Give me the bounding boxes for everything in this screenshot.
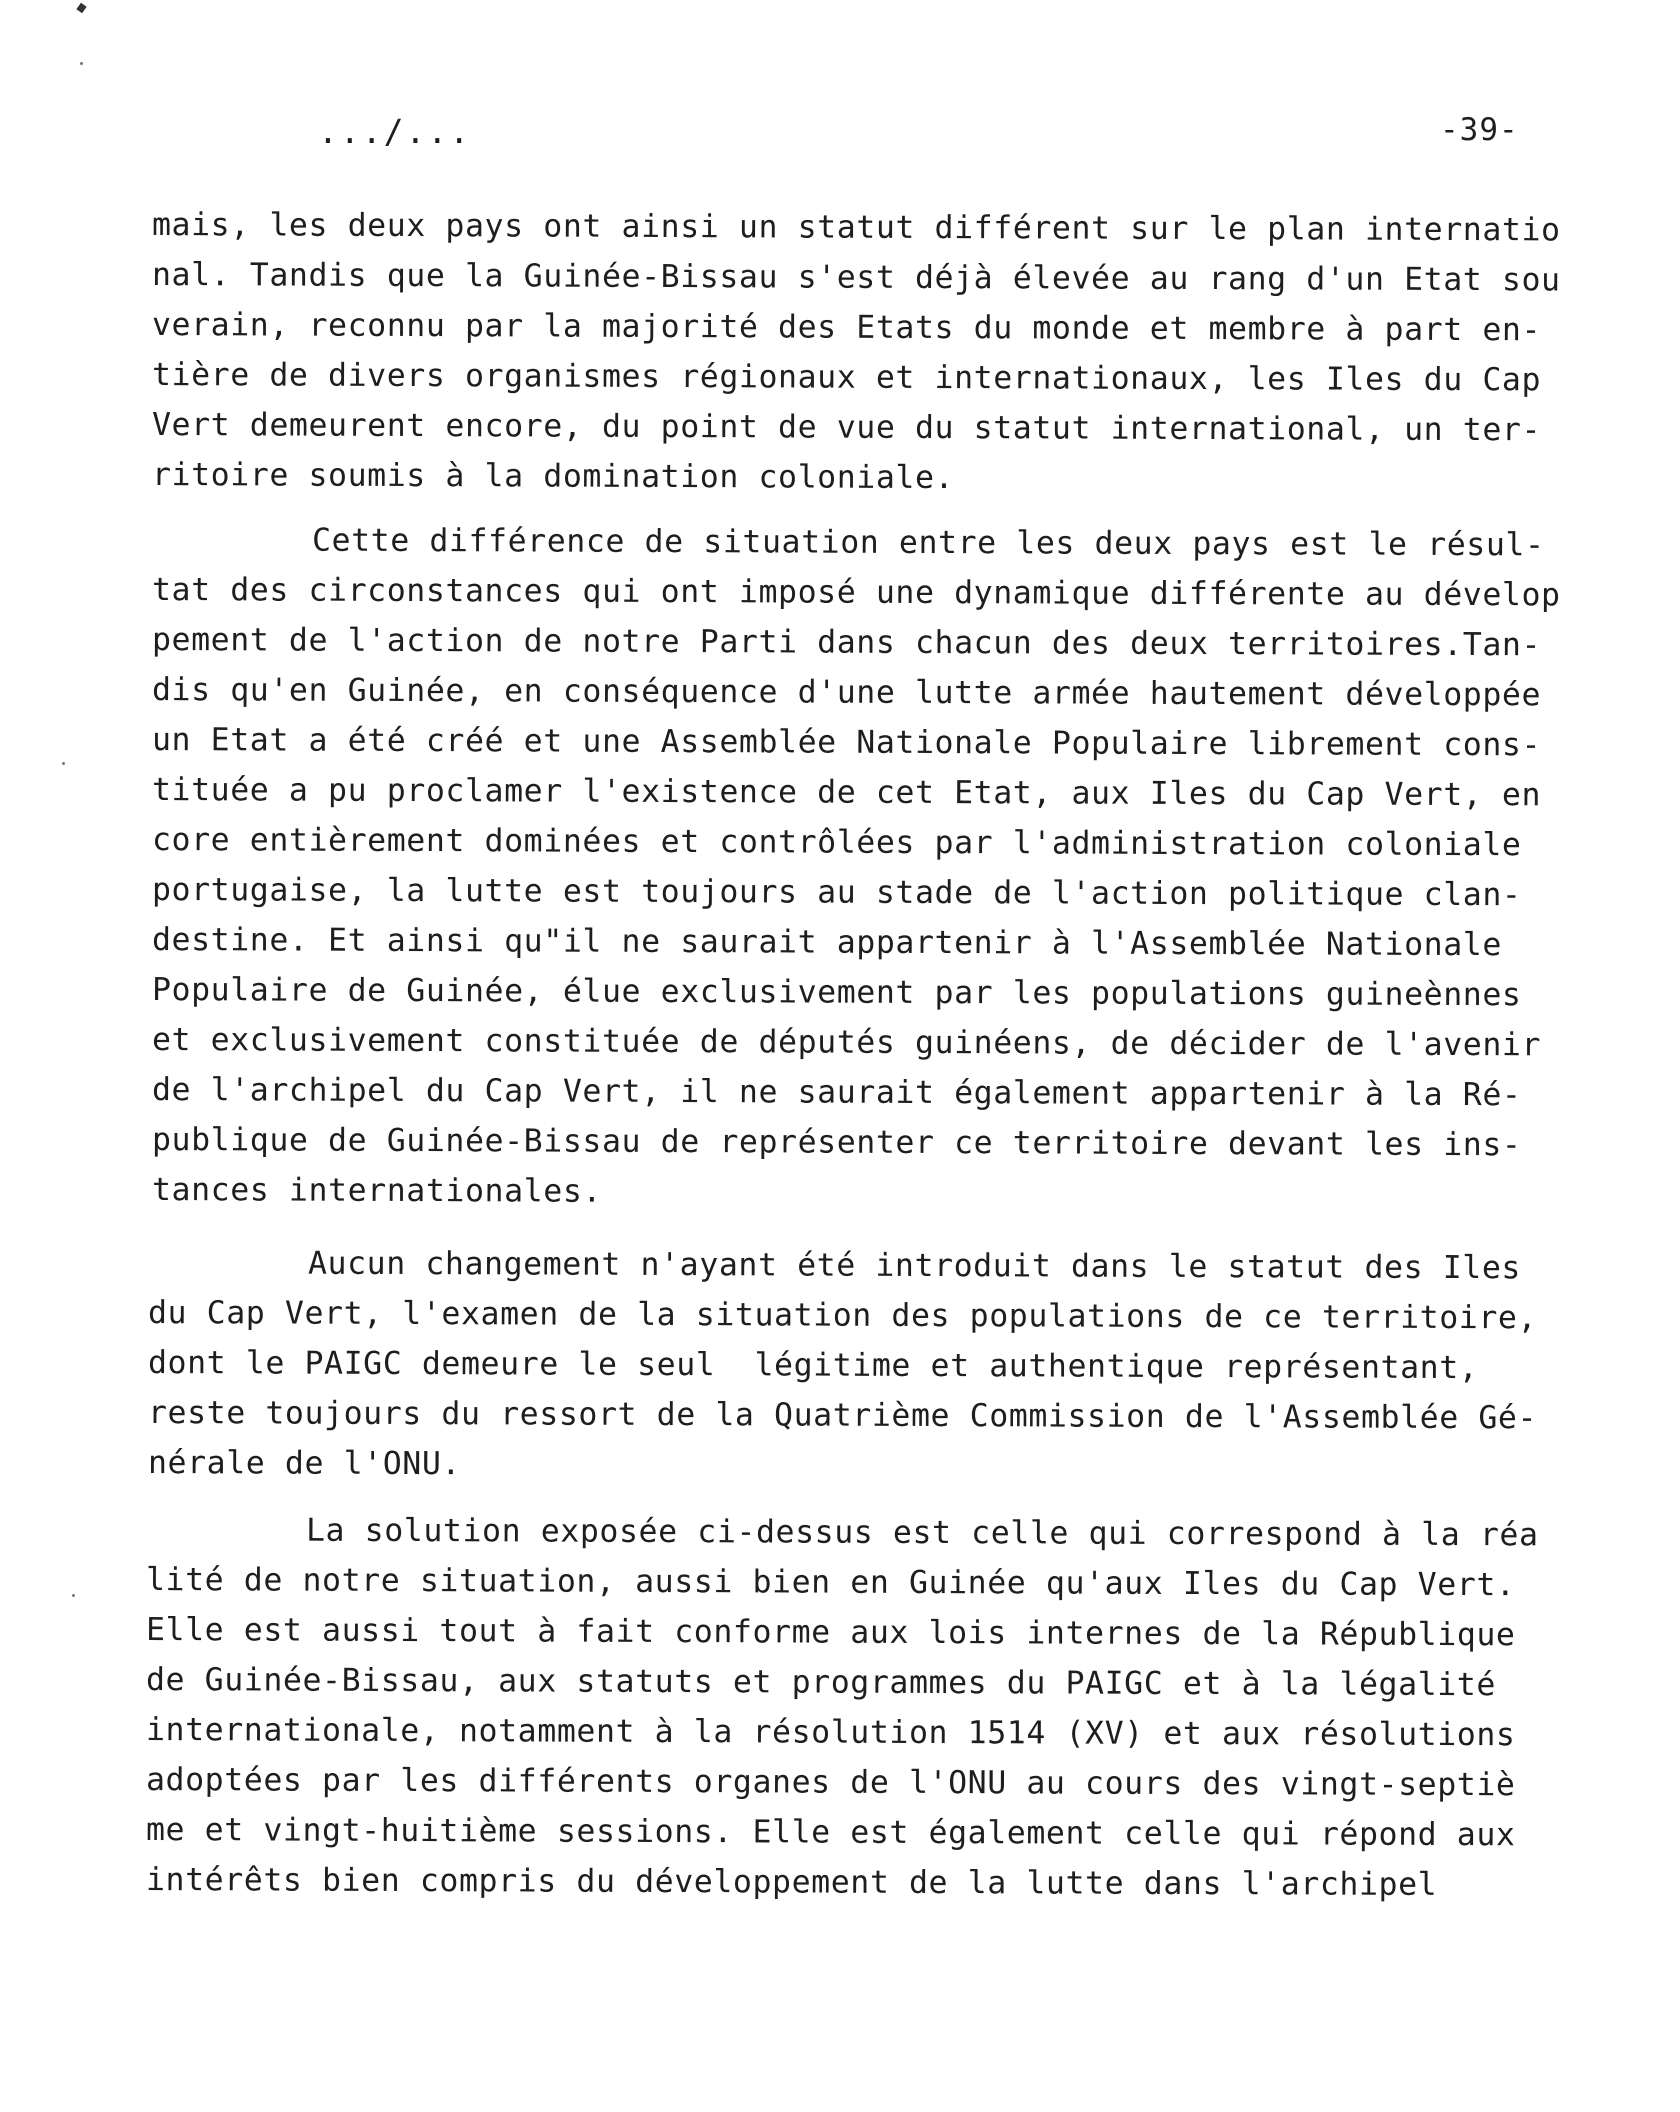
text-line: adoptées par les différents organes de l'ONU au cours des vingt-septiè [145, 1762, 1516, 1804]
text-line: tat des circonstances qui ont imposé une dynamique différente au dévelop [151, 572, 1561, 614]
text-line: verain, reconnu par la majorité des Etats du monde et membre à part en- [151, 307, 1542, 349]
text-line: dis qu'en Guinée, en conséquence d'une lutte armée hautement développée [151, 672, 1542, 714]
text-line: Aucun changement n'ayant été introduit dans le statut des Iles [307, 1245, 1522, 1287]
text-line: ritoire soumis à la domination coloniale. [151, 457, 955, 497]
scan-speck [62, 762, 65, 765]
paragraph [152, 200, 1572, 500]
paragraph [152, 515, 1572, 1215]
text-line: du Cap Vert, l'examen de la situation des populations de ce territoire, [147, 1295, 1538, 1337]
scan-speck [72, 1594, 75, 1597]
paragraph [146, 1505, 1566, 1905]
text-line: de Guinée-Bissau, aux statuts et programmes du PAIGC et à la légalité [145, 1662, 1497, 1704]
text-line: tituée a pu proclamer l'existence de cet Etat, aux Iles du Cap Vert, en [151, 772, 1542, 814]
text-line: tière de divers organismes régionaux et internationaux, les Iles du Cap [151, 357, 1542, 399]
continuation-marker: .../... [318, 112, 472, 151]
text-line: reste toujours du ressort de la Quatrième Commission de l'Assemblée Gé- [147, 1395, 1538, 1437]
text-line: portugaise, la lutte est toujours au stade de l'action politique clan- [151, 872, 1522, 914]
text-line: destine. Et ainsi qu"il ne saurait appartenir à l'Assemblée Nationale [151, 922, 1503, 964]
text-line: tances internationales. [151, 1172, 603, 1210]
text-line: publique de Guinée-Bissau de représenter ce territoire devant les ins- [151, 1122, 1522, 1164]
text-line: et exclusivement constituée de députés guinéens, de décider de l'avenir [151, 1022, 1542, 1064]
text-line: Vert demeurent encore, du point de vue du statut international, un ter- [151, 407, 1542, 449]
text-line: mais, les deux pays ont ainsi un statut différent sur le plan internatio [151, 207, 1561, 249]
paragraph [148, 1238, 1568, 1488]
text-line: internationale, notamment à la résolution 1514 (XV) et aux résolutions [145, 1712, 1516, 1754]
text-line: dont le PAIGC demeure le seul légitime et authentique représentant, [147, 1345, 1479, 1387]
text-line: me et vingt-huitième sessions. Elle est également celle qui répond aux [145, 1812, 1516, 1854]
text-line: Populaire de Guinée, élue exclusivement par les populations guineènnes [151, 972, 1522, 1014]
text-line: lité de notre situation, aussi bien en Guinée qu'aux Iles du Cap Vert. [145, 1562, 1516, 1604]
text-line: un Etat a été créé et une Assemblée Nationale Populaire librement cons- [151, 722, 1542, 764]
scan-mark [76, 3, 86, 14]
text-line: intérêts bien compris du développement de la lutte dans l'archipel [145, 1862, 1438, 1903]
scan-speck [80, 62, 83, 65]
text-line: nal. Tandis que la Guinée-Bissau s'est déjà élevée au rang d'un Etat sou [151, 257, 1561, 299]
text-line: Cette différence de situation entre les deux pays est le résul- [311, 522, 1545, 564]
text-line: nérale de l'ONU. [147, 1445, 462, 1483]
text-line: core entièrement dominées et contrôlées par l'administration coloniale [151, 822, 1522, 864]
text-line: de l'archipel du Cap Vert, il ne saurait également appartenir à la Ré- [151, 1072, 1522, 1114]
text-line: La solution exposée ci-dessus est celle qui correspond à la réa [305, 1512, 1539, 1554]
page-number: -39- [1440, 112, 1519, 148]
text-line: Elle est aussi tout à fait conforme aux lois internes de la République [145, 1612, 1516, 1654]
text-line: pement de l'action de notre Parti dans chacun des deux territoires.Tan- [151, 622, 1542, 664]
